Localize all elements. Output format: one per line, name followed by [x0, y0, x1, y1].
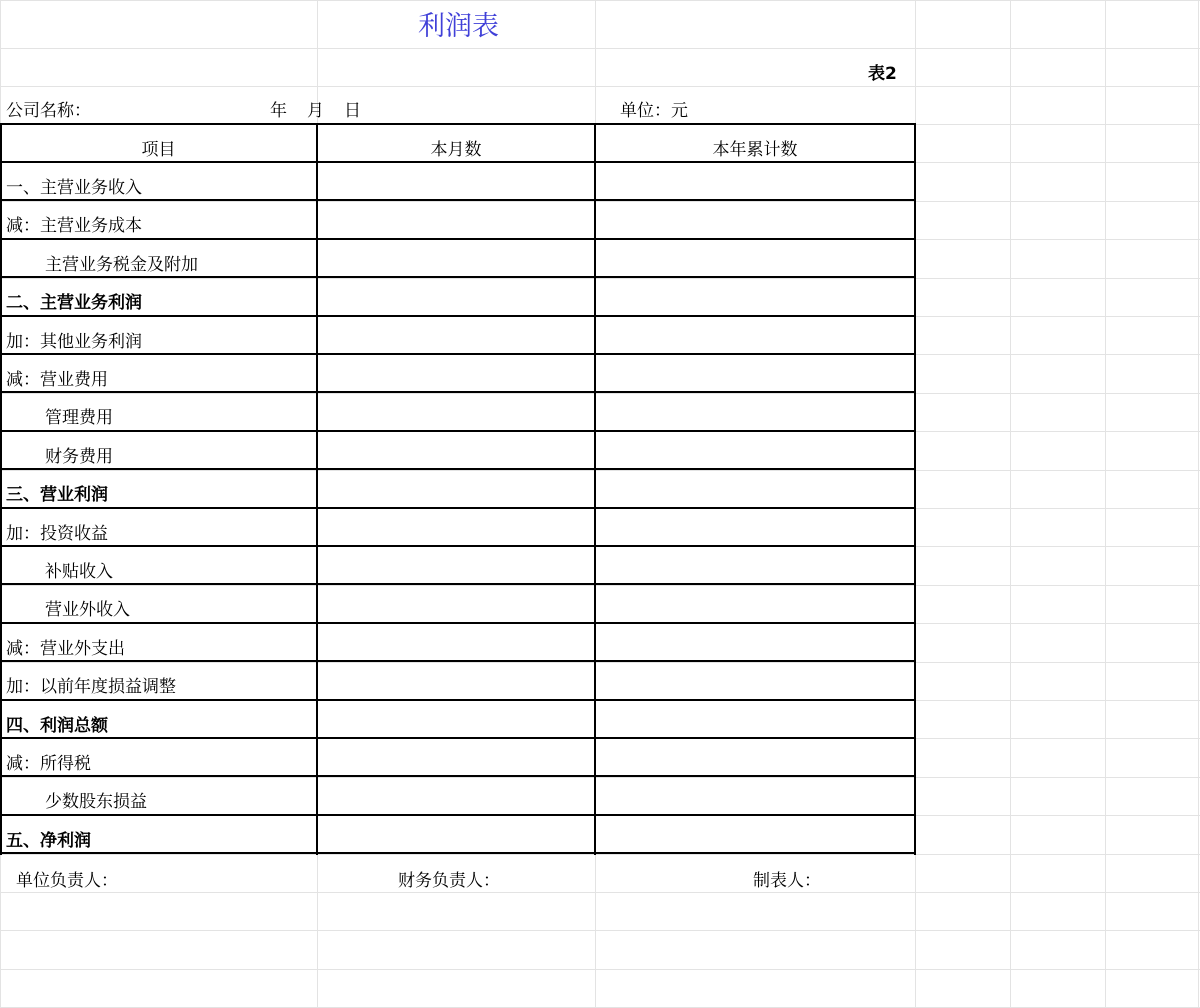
current-month-cell[interactable]: [319, 547, 593, 583]
grid-row-line: [0, 930, 1200, 931]
table-column-border: [914, 123, 916, 855]
year-to-date-cell[interactable]: [597, 317, 913, 353]
row-label: 三、营业利润: [6, 485, 108, 505]
table-row-border: [0, 315, 916, 317]
year-to-date-cell[interactable]: [597, 355, 913, 391]
table-row-border: [0, 161, 916, 163]
row-label: 减：主营业务成本: [6, 216, 142, 236]
row-label: 主营业务税金及附加: [45, 255, 198, 275]
table-row-border: [0, 276, 916, 278]
current-month-cell[interactable]: [319, 317, 593, 353]
table-row-border: [0, 391, 916, 393]
row-label: 财务费用: [45, 447, 113, 467]
table-row-border: [0, 660, 916, 662]
year-to-date-cell[interactable]: [597, 816, 913, 852]
grid-row-line: [0, 969, 1200, 970]
table-row-border: [0, 583, 916, 585]
date-year-label: 年: [270, 101, 287, 121]
current-month-cell[interactable]: [319, 662, 593, 698]
table-column-border: [316, 123, 318, 855]
current-month-cell[interactable]: [319, 816, 593, 852]
table-row-border: [0, 199, 916, 201]
year-to-date-cell[interactable]: [597, 432, 913, 468]
year-to-date-cell[interactable]: [597, 662, 913, 698]
table-row-border: [0, 814, 916, 816]
current-month-cell[interactable]: [319, 163, 593, 199]
table-row-border: [0, 775, 916, 777]
grid-row-line: [0, 48, 1200, 49]
current-month-cell[interactable]: [319, 509, 593, 545]
year-to-date-cell[interactable]: [597, 701, 913, 737]
row-label: 五、净利润: [6, 831, 91, 851]
date-month-label: 月: [307, 101, 324, 121]
current-month-cell[interactable]: [319, 701, 593, 737]
row-label: 四、利润总额: [6, 716, 108, 736]
row-label: 加：其他业务利润: [6, 332, 142, 352]
table-row-border: [0, 545, 916, 547]
year-to-date-cell[interactable]: [597, 547, 913, 583]
page-title: 利润表: [418, 11, 499, 42]
preparer-label: 制表人：: [753, 871, 821, 891]
grid-row-line: [0, 0, 1200, 1]
year-to-date-cell[interactable]: [597, 739, 913, 775]
row-label: 加：投资收益: [6, 524, 108, 544]
current-month-cell[interactable]: [319, 470, 593, 506]
row-label: 加：以前年度损益调整: [6, 677, 176, 697]
table-row-border: [0, 507, 916, 509]
current-month-cell[interactable]: [319, 355, 593, 391]
current-month-cell[interactable]: [319, 739, 593, 775]
table-row-border: [0, 238, 916, 240]
year-to-date-cell[interactable]: [597, 393, 913, 429]
table-row-border: [0, 468, 916, 470]
table-row-border: [0, 699, 916, 701]
current-month-cell[interactable]: [319, 432, 593, 468]
row-label: 减：营业费用: [6, 370, 108, 390]
finance-head-label: 财务负责人：: [398, 871, 500, 891]
grid-column-line: [1105, 0, 1106, 1008]
current-month-cell[interactable]: [319, 393, 593, 429]
row-label: 减：所得税: [6, 754, 91, 774]
current-month-cell[interactable]: [319, 777, 593, 813]
table-row-border: [0, 852, 916, 854]
table-row-border: [0, 123, 916, 125]
year-to-date-cell[interactable]: [597, 163, 913, 199]
table-row-border: [0, 430, 916, 432]
table-column-border: [594, 123, 596, 855]
table-number: 表2: [868, 64, 897, 84]
column-header-item: 项目: [141, 140, 176, 160]
current-month-cell[interactable]: [319, 585, 593, 621]
current-month-cell[interactable]: [319, 240, 593, 276]
row-label: 补贴收入: [45, 562, 113, 582]
row-label: 少数股东损益: [45, 792, 147, 812]
grid-row-line: [0, 892, 1200, 893]
grid-column-line: [1198, 0, 1199, 1008]
grid-row-line: [0, 86, 1200, 87]
year-to-date-cell[interactable]: [597, 278, 913, 314]
year-to-date-cell[interactable]: [597, 585, 913, 621]
row-label: 二、主营业务利润: [6, 293, 142, 313]
year-to-date-cell[interactable]: [597, 509, 913, 545]
row-label: 管理费用: [45, 408, 113, 428]
row-label: 减：营业外支出: [6, 639, 125, 659]
year-to-date-cell[interactable]: [597, 201, 913, 237]
grid-column-line: [1010, 0, 1011, 1008]
current-month-cell[interactable]: [319, 624, 593, 660]
unit-head-label: 单位负责人：: [16, 871, 118, 891]
date-day-label: 日: [344, 101, 361, 121]
grid-row-line: [0, 854, 1200, 855]
current-month-cell[interactable]: [319, 201, 593, 237]
current-month-cell[interactable]: [319, 278, 593, 314]
year-to-date-cell[interactable]: [597, 624, 913, 660]
row-label: 一、主营业务收入: [6, 178, 142, 198]
table-row-border: [0, 622, 916, 624]
row-label: 营业外收入: [45, 600, 130, 620]
unit-label: 单位：元: [620, 101, 688, 121]
column-header-year-to-date: 本年累计数: [712, 140, 798, 160]
column-header-current-month: 本月数: [430, 140, 482, 160]
year-to-date-cell[interactable]: [597, 240, 913, 276]
year-to-date-cell[interactable]: [597, 777, 913, 813]
table-column-border: [0, 123, 2, 855]
table-row-border: [0, 353, 916, 355]
company-name-label: 公司名称：: [6, 101, 91, 121]
year-to-date-cell[interactable]: [597, 470, 913, 506]
table-row-border: [0, 737, 916, 739]
